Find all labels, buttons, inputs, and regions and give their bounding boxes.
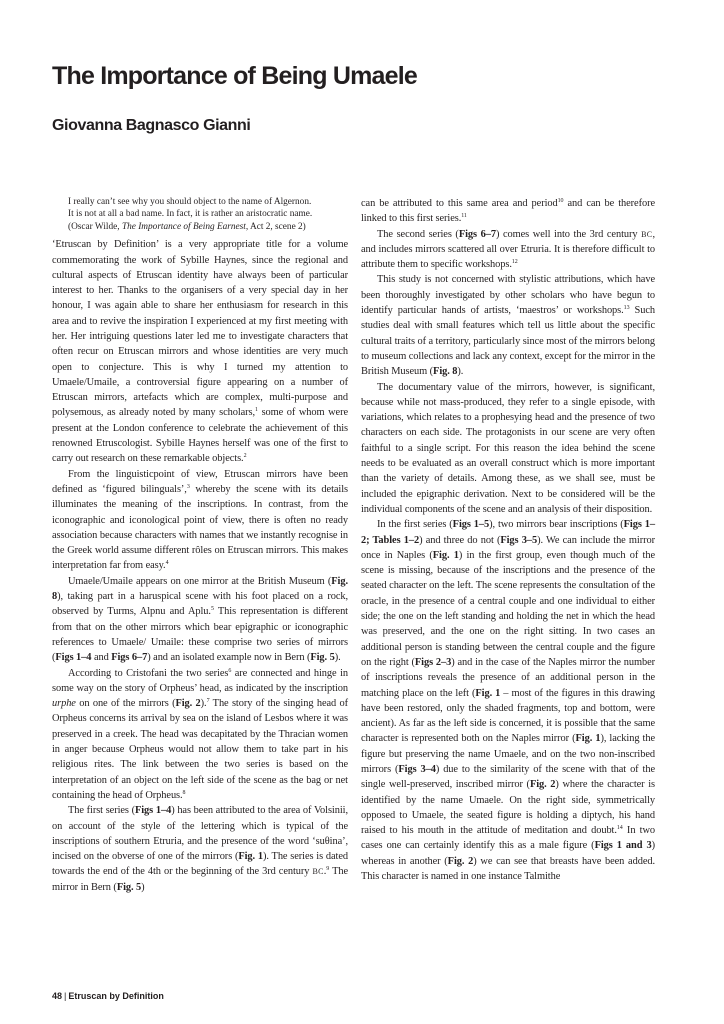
- article-title: The Importance of Being Umaele: [52, 62, 417, 90]
- page-number: 48: [52, 991, 63, 1001]
- body-paragraph: From the linguisticpoint of view, Etruscan mirrors have been defined as ‘figured bilinguals’,$^3$ whereby the scene with its details illuminates the meaning of the inscriptions. In contrast, from the iconographic and iconological point of view, there is often no ready association because characters with names that we instantly recognise in the Greek world assume different rôles on Etruscan mirrors. This makes interpretation far from easy.$^4$: [52, 468, 348, 572]
- epigraph-line: I really can’t see why you should object to the name of Algernon.: [68, 197, 312, 207]
- epigraph-line: It is not at all a bad name. In fact, it is rather an aristocratic name.: [68, 209, 313, 220]
- left-column: [52, 196, 348, 895]
- body-paragraph: The documentary value of the mirrors, however, is significant, because while not mass-produced, they refer to a single episode, with variations, which relates to a prophesying head and the presence of two characters on each side. The protagonists in our scene are very often faithful to a single script. For this reason the idea behind the scene needs to be evaluated as an overall construct which is more important than the variety of details. Among these, as we shall see, must be included the epigraphic derivation. Next to be considered will be the individual components of the scene and an analysis of their disposition.: [361, 381, 655, 515]
- body-paragraph: Umaele/Umaile appears on one mirror at the British Museum (Fig. 8), taking part in a haruspical scene with his foot placed on a rock, observed by Turms, Alpnu and Aplu.$^5$ This representation is different from that on the other mirrors which bear epigraphic or iconographic references to Umaele/ Umaile: these comprise two series of mirrors (Figs 1–4 and Figs 6–7) and an isolated example now in Bern (Fig. 5).: [52, 575, 348, 664]
- body-paragraph: ‘Etruscan by Definition’ is a very appropriate title for a volume commemorating the work of Sybille Haynes, since the regional and cultural aspects of Etruscan identity have always been of particular interest to her. Thanks to the organisers of a very special day in her honour, I was again able to share her enthusiasm for research in this area and to revive the inspiration I experienced at my first meeting with her. Her intriguing questions later led me to investigate characters that often recur on Etruscan mirrors and whose identities are very much open to conjecture. This is why I turned my attention to Umaele/Umaile, a controversial figure appearing on a number of Etruscan mirrors, artefacts which are complex, multi-purpose and polysemous, as already noted by many scholars,$^1$ some of whom were present at the London conference to celebrate the achievement of this renowned Etruscologist. Sybille Haynes herself was one of the first to carry out research on these remarkable objects.$^2$: [52, 239, 348, 465]
- epigraph-citation: (Oscar Wilde, The Importance of Being Earnest, Act 2, scene 2): [68, 221, 306, 232]
- author-name: Giovanna Bagnasco Gianni: [52, 117, 251, 134]
- body-paragraph: In the first series (Figs 1–5), two mirrors bear inscriptions (Figs 1–2; Tables 1–2) and three do not (Figs 3–5). We can include the mirror once in Naples (Fig. 1) in the first group, even though much of the scene is missing, because of the inscriptions and the presence of the seated character on the left. The scene represents the consultation of the oracle, in the presence of a central couple and one individual to either side; the one on the left standing and holding the net in which the head was preserved, and the one on the right sitting. In two cases an additional person is standing between the central couple and the figure on the right (Figs 2–3) and in the case of the Naples mirror the number of inscriptions reveals the presence of an additional person in the matching place on the left (Fig. 1 – most of the figures in this drawing have been restored, only the shaded fragments, top and bottom, were ancient). As far as the left side is concerned, it is possible that the same character is represented both on the Naples mirror (Fig. 1), lacking the figure but preserving the name Umaele, and on the two non-inscribed mirrors (Figs 3–4) due to the similarity of the scene with that of the single well-preserved, inscribed mirror (Fig. 2) where the character is identified by the name Umaele. On the right side, symmetrically opposed to Umaele, the seated figure is holding a diptych, his hand raised to his mouth in the attitude of meditation and doubt.$^{14}$ In two cases one can certainly identify this as a male figure (Figs 1 and 3) whereas in another (Fig. 2) we can see that breasts have been added. This character is named in one instance Talmithe: [361, 519, 656, 883]
- body-paragraph: This study is not concerned with stylistic attributions, which have been thoroughly investigated by other scholars who have begun to identify particular hands of artists, ‘maestros’ or workshops.$^{13}$ Such studies deal with small features which tell us little about the specific cultural traits of a territory, particularly since most of the mirrors belong to museum collections and lack any context, except for the mirror in the British Museum (Fig. 8).: [361, 274, 655, 378]
- body-paragraph: The first series (Figs 1–4) has been attributed to the area of Volsinii, on account of the style of the lettering which is typical of the inscriptions of southern Etruria, and the presence of the word ‘suθina’, incised on the obverse of one of the mirrors (Fig. 1). The series is dated towards the end of the 4th or the beginning of the 3rd century BC.$^9$ The mirror in Bern (Fig. 5): [52, 805, 349, 893]
- body-paragraph: According to Cristofani the two series$^6$ are connected and hinge in some way on the story of Orpheus’ head, as indicated by the inscription urphe on one of the mirrors (Fig. 2).$^7$ The story of the singing head of Orpheus concerns its arrival by sea on the island of Lesbos where it was preserved in a creek. The head was decapitated by the Thracian women in anger because Orpheus would not allow them to take part in his religious rites. The link between the two series is based on the interpretation of an object on the left side of the scene as the bag or net containing the head of Orpheus.$^8$: [52, 667, 348, 801]
- book-title: Etruscan by Definition: [68, 991, 164, 1001]
- body-paragraph: The second series (Figs 6–7) comes well into the 3rd century BC, and includes mirrors scattered all over Etruria. It is therefore difficult to attribute them to specific workshops.$^{12}$: [361, 228, 655, 271]
- page-footer: [52, 991, 164, 1001]
- right-column: [361, 196, 655, 884]
- epigraph: [68, 196, 348, 233]
- body-paragraph: can be attributed to this same area and period$^{10}$ and can be therefore linked to this first series.$^{11}$: [361, 198, 655, 225]
- footer-separator: |: [64, 991, 67, 1001]
